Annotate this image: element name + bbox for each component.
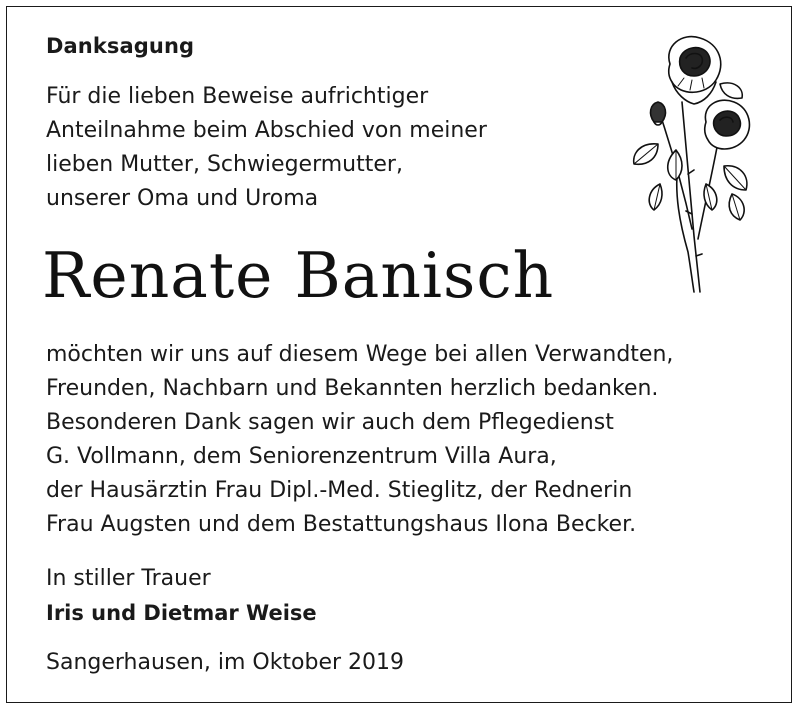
- intro-line: Anteilnahme beim Abschied von meiner: [46, 118, 487, 143]
- body-line: der Hausärztin Frau Dipl.-Med. Stieglitz, der Rednerin: [46, 478, 633, 503]
- body-line: Freunden, Nachbarn und Bekannten herzlich bedanken.: [46, 376, 659, 401]
- intro-line: lieben Mutter, Schwiegermutter,: [46, 152, 403, 177]
- intro-line: unserer Oma und Uroma: [46, 186, 319, 211]
- body-line: G. Vollmann, dem Seniorenzentrum Villa Aura,: [46, 444, 557, 469]
- body-text: [46, 338, 766, 542]
- body-line: Frau Augsten und dem Bestattungshaus Ilona Becker.: [46, 512, 637, 537]
- body-line: möchten wir uns auf diesem Wege bei allen Verwandten,: [46, 342, 674, 367]
- intro-text: [46, 80, 566, 216]
- place-and-date: Sangerhausen, im Oktober 2019: [46, 650, 405, 675]
- roses-icon: [620, 24, 760, 296]
- intro-line: Für die lieben Beweise aufrichtiger: [46, 84, 429, 109]
- notice-heading: Danksagung: [46, 34, 195, 58]
- closing-phrase: In stiller Trauer: [46, 566, 211, 591]
- signers: Iris und Dietmar Weise: [46, 601, 317, 625]
- body-line: Besonderen Dank sagen wir auch dem Pflegedienst: [46, 410, 614, 435]
- deceased-name: Renate Banisch: [42, 239, 555, 312]
